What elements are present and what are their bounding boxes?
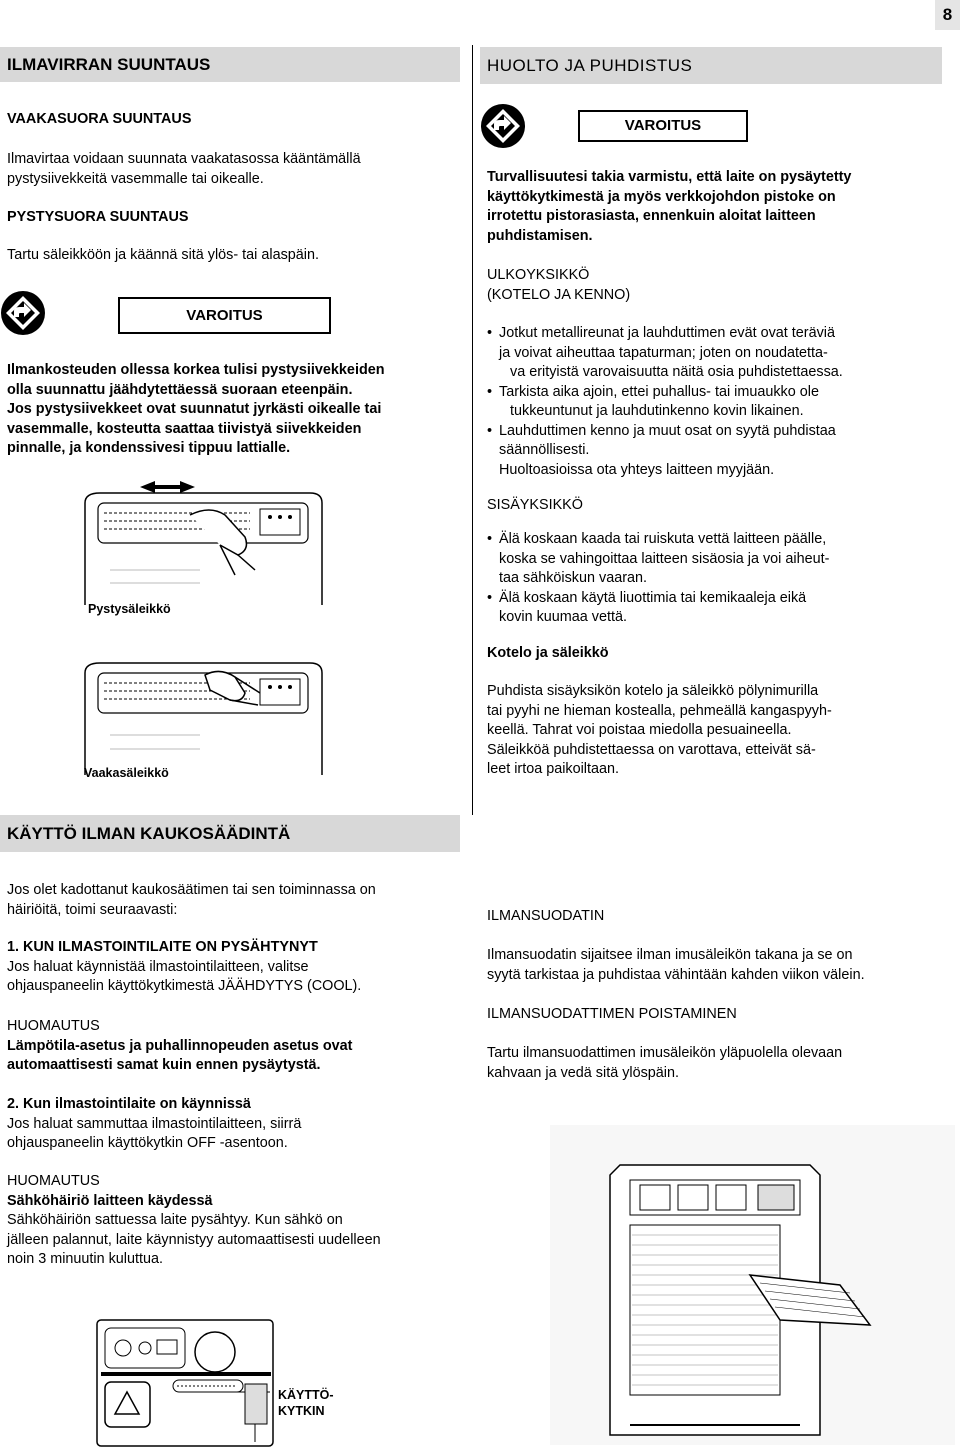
casing-text: Puhdista sisäyksikön kotelo ja säleikkö pölynimurilla tai pyyhi ne hieman kostealla, pehmeällä kangaspyyh- keellä. Tahrat voi poistaa miedolla pesuaineella. Säleikköä puhdistettaessa on varottava, etteivät sä- leet irtoa paikoiltaan. xyxy=(487,683,832,777)
outdoor-unit-title: ULKOYKSIKKÖ (KOTELO JA KENNO) xyxy=(487,267,631,303)
list-item: • Jotkut metallireunat ja lauhduttimen evät ovat teräviä ja voivat aiheuttaa tapaturman; joten on noudatetta- va erityistä varovaisuutta näitä osia puhdistettaessa. xyxy=(487,325,843,380)
list-item: • Tarkista aika ajoin, ettei puhallus- tai imuaukko ole tukkeuntunut ja lauhdutinkenno kovin likainen. xyxy=(487,383,819,419)
switch-label: KÄYTTÖ- KYTKIN xyxy=(278,1388,334,1418)
vertical-direction-text: Tartu säleikköön ja käännä sitä ylös- tai alaspäin. xyxy=(7,247,319,263)
control-panel-illustration xyxy=(95,1312,275,1447)
column-divider xyxy=(472,45,473,815)
outdoor-bullet-list xyxy=(487,324,949,480)
casing-title: Kotelo ja säleikkö xyxy=(487,645,609,661)
indoor-unit-title: SISÄYKSIKKÖ xyxy=(487,497,583,513)
step1-block: 1. KUN ILMASTOINTILAITE ON PYSÄHTYNYT Jos haluat käynnistää ilmastointilaitteen, valitse ohjauspaneelin käyttökytkimestä JÄÄHDYTYS (COOL). xyxy=(7,939,362,994)
figure-caption-vertical: Pystysäleikkö xyxy=(88,602,171,616)
step2-block: 2. Kun ilmastointilaite on käynnissä Jos haluat sammuttaa ilmastointilaitteen, siirrä ohjauspaneelin käyttökytkin OFF -asentoon. xyxy=(7,1096,302,1151)
horizontal-direction-title: VAAKASUORA SUUNTAUS xyxy=(7,111,192,127)
section-title-no-remote: KÄYTTÖ ILMAN KAUKOSÄÄDINTÄ xyxy=(0,815,460,852)
list-item: • Älä koskaan käytä liuottimia tai kemikaaleja eikä kovin kuumaa vettä. xyxy=(487,589,807,625)
left-warning-text: Ilmankosteuden ollessa korkea tulisi pystysiivekkeiden olla suunnattu jäähdytettäessä suoraan eteenpäin. Jos pystysiivekkeet ovat suunnatut jyrkästi oikealle tai vasemmalle, kosteutta saattaa tiivistyä siivekkeiden pinnalle, ja kondenssivesi tippuu lattialle. xyxy=(7,362,385,456)
filter-text: Ilmansuodatin sijaitsee ilman imusäleikön takana ja se on syytä tarkistaa ja puhdistaa vähintään kahden viikon välein. xyxy=(487,947,865,983)
filter-removal-illustration xyxy=(550,1125,955,1445)
list-item: • Älä koskaan kaada tai ruiskuta vettä laitteen päälle, koska se vahingoittaa laitteen sisäosia ja voi aiheut- taa sähköiskun vaaran. xyxy=(487,531,830,586)
vertical-direction-title: PYSTYSUORA SUUNTAUS xyxy=(7,209,189,225)
warning-diamond-icon xyxy=(480,103,526,149)
list-item: • Lauhduttimen kenno ja muut osat on syytä puhdistaa säännöllisesti. xyxy=(487,422,836,458)
right-warning-text: Turvallisuutesi takia varmistu, että laite on pysäytetty käyttökytkimestä ja myös verkkojohdon pistoke on irrotettu pistorasiasta, ennenkuin aloitat laitteen puhdistamisen. xyxy=(487,169,852,244)
figure-caption-horizontal: Vaakasäleikkö xyxy=(84,766,169,780)
horizontal-direction-text: Ilmavirtaa voidaan suunnata vaakatasossa kääntämällä pystysiivekkeitä vasemmalle tai oikealle. xyxy=(7,151,361,187)
page-number: 8 xyxy=(935,0,960,30)
section-title-maintenance: HUOLTO JA PUHDISTUS xyxy=(480,47,942,84)
note2-block: HUOMAUTUS Sähköhäiriö laitteen käydessä Sähköhäiriön sattuessa laite pysähtyy. Kun sähkö on jälleen palannut, laite käynnistyy automaattisesti uudelleen noin 3 minuutin kuluttua. xyxy=(7,1173,381,1267)
indoor-bullet-list xyxy=(487,530,949,628)
note1-block: HUOMAUTUS Lämpötila-asetus ja puhallinnopeuden asetus ovat automaattisesti samat kuin ennen pysäytystä. xyxy=(7,1018,353,1073)
section-title-airflow: ILMAVIRRAN SUUNTAUS xyxy=(0,47,460,82)
no-remote-intro: Jos olet kadottanut kaukosäätimen tai sen toiminnassa on häiriöitä, toimi seuraavasti: xyxy=(7,882,376,918)
filter-remove-title: ILMANSUODATTIMEN POISTAMINEN xyxy=(487,1006,737,1022)
left-warning-box: VAROITUS xyxy=(118,297,331,334)
list-item: Huoltoasioissa ota yhteys laitteen myyjään. xyxy=(499,461,775,478)
filter-remove-text: Tartu ilmansuodattimen imusäleikön yläpuolella olevaan kahvaan ja vedä sitä ylöspäin. xyxy=(487,1045,843,1081)
warning-diamond-icon xyxy=(0,290,46,336)
filter-title: ILMANSUODATIN xyxy=(487,908,605,924)
right-warning-box: VAROITUS xyxy=(578,110,748,142)
